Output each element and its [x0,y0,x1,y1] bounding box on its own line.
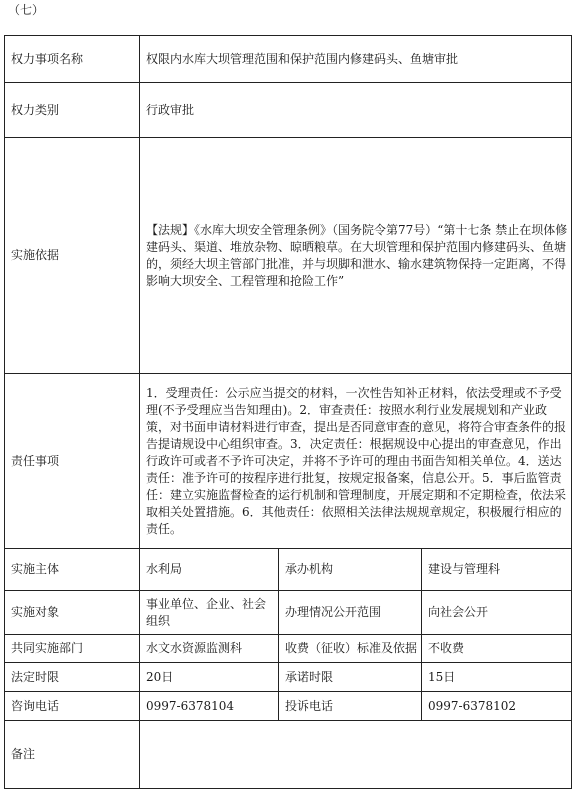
label-power-category: 权力类别 [5,83,140,138]
label-responsibility: 责任事项 [5,374,140,549]
value-target: 事业单位、企业、社会组织 [140,591,279,635]
label-joint-dept: 共同实施部门 [5,635,140,663]
value-responsibility: 1．受理责任：公示应当提交的材料，一次性告知补正材料，依法受理或不予受理(不予受理应当告知理由)。2．审查责任：按照水利行业发展规划和产业政策，对书面申请材料进行审查，提出是否同意审查的意见，将符合审查条件的报告提请规设中心组织审查。3．决定责任：根据规设中心提出的审查意见，作出行政许可或者不予许可决定，并将不予许可的理由书面告知相关单位。4．送达责任：准予许可的按程序进行批复，按规定报备案，信息公开。5．事后监管责任：建立实施监督检查的运行机制和管理制度，开展定期和不定期检查，依法采取相关处置措施。6．其他责任：依照相关法律法规规章规定，积极履行相应的责任。 [140,374,572,549]
label-target: 实施对象 [5,591,140,635]
label-fee-standard: 收费（征收）标准及依据 [279,635,422,663]
row-remarks [5,721,572,789]
value-basis: 【法规】《水库大坝安全管理条例》（国务院令第77号）“第十七条 禁止在坝体修建码头、渠道、堆放杂物、晾晒粮草。在大坝管理和保护范围内修建码头、鱼塘的，须经大坝主管部门批准，并与坝脚和泄水、输水建筑物保持一定距离，不得影响大坝安全、工程管理和抢险工作” [140,138,572,374]
row-subject [5,549,572,591]
label-complaint-phone: 投诉电话 [279,692,422,721]
value-legal-time-limit: 20日 [140,663,279,692]
section-heading: （七） [8,3,45,17]
row-joint-dept [5,635,572,663]
value-fee-standard: 不收费 [422,635,572,663]
row-responsibility [5,374,572,549]
label-remarks: 备注 [5,721,140,789]
label-power-name: 权力事项名称 [5,36,140,83]
value-promised-time-limit: 15日 [422,663,572,692]
value-consult-phone: 0997-6378104 [140,692,279,721]
label-legal-time-limit: 法定时限 [5,663,140,692]
value-undertaking-org: 建设与管理科 [422,549,572,591]
row-target [5,591,572,635]
row-time-limit [5,663,572,692]
label-undertaking-org: 承办机构 [279,549,422,591]
value-power-name: 权限内水库大坝管理范围和保护范围内修建码头、鱼塘审批 [140,36,572,83]
value-complaint-phone: 0997-6378102 [422,692,572,721]
label-consult-phone: 咨询电话 [5,692,140,721]
value-power-category: 行政审批 [140,83,572,138]
label-subject: 实施主体 [5,549,140,591]
value-subject: 水利局 [140,549,279,591]
row-basis [5,138,572,374]
row-power-category [5,83,572,138]
value-disclosure-scope: 向社会公开 [422,591,572,635]
row-phone [5,692,572,721]
value-remarks [140,721,572,789]
label-disclosure-scope: 办理情况公开范围 [279,591,422,635]
value-joint-dept: 水文水资源监测科 [140,635,279,663]
label-promised-time-limit: 承诺时限 [279,663,422,692]
power-item-table [4,35,572,789]
label-basis: 实施依据 [5,138,140,374]
row-power-name [5,36,572,83]
